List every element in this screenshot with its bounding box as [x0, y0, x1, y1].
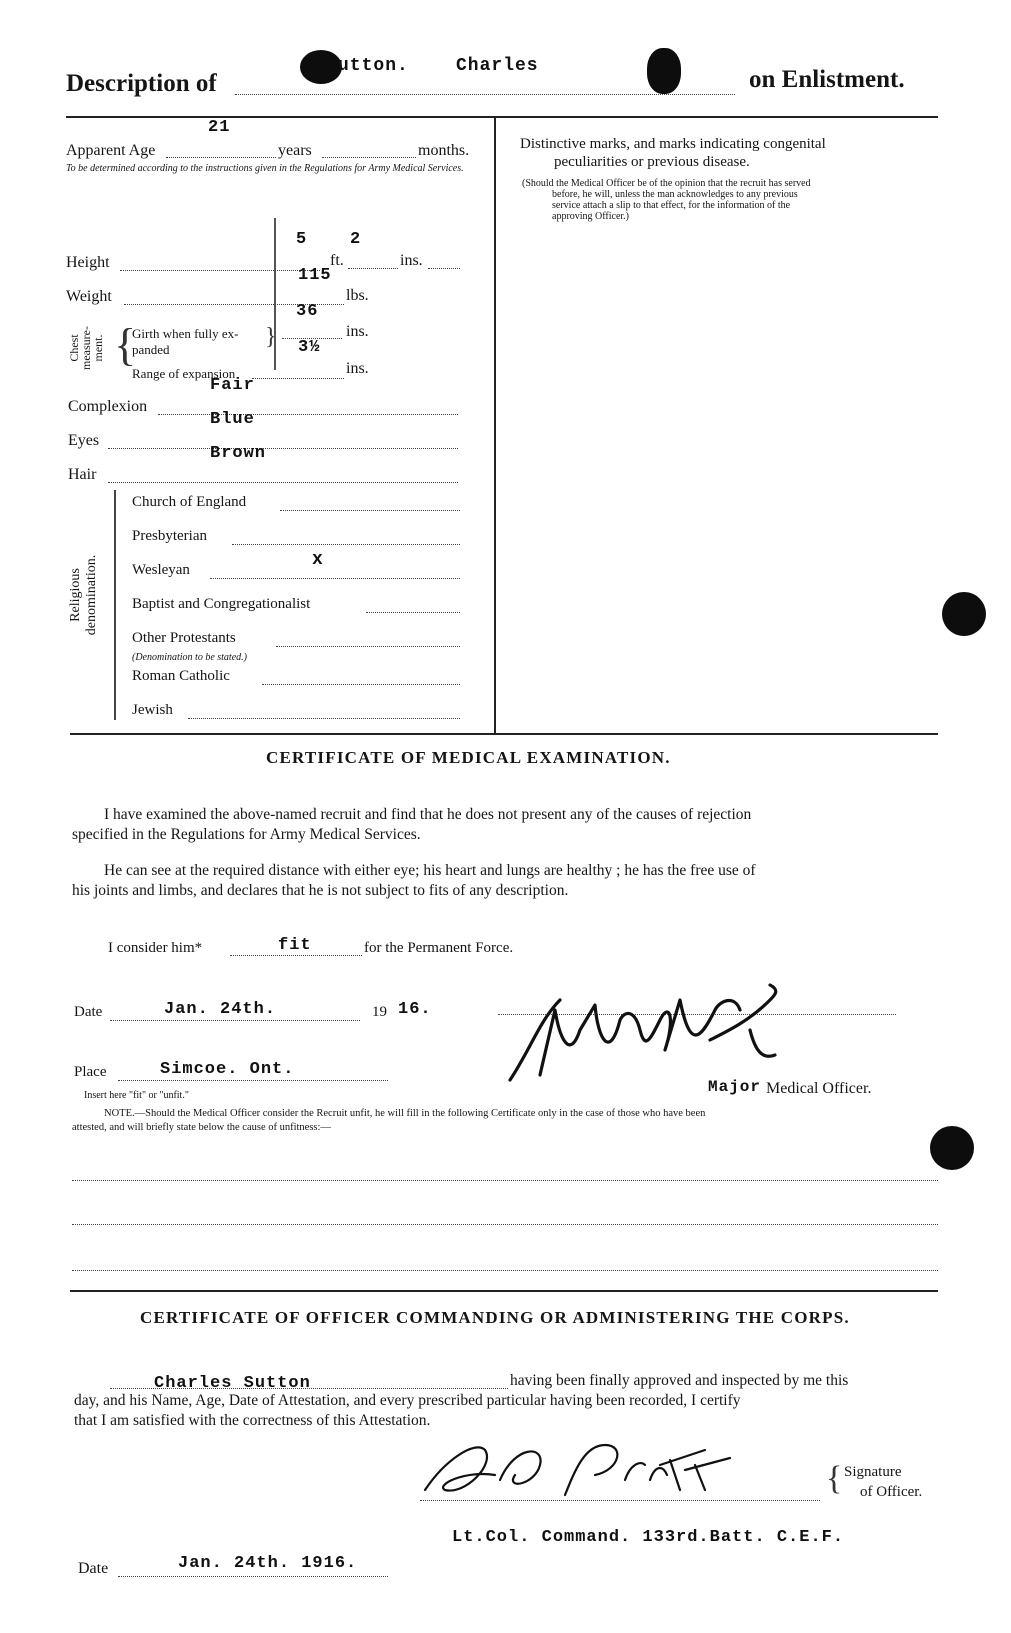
religion-bracket [114, 490, 116, 720]
year-value: 16. [398, 1000, 432, 1019]
recruit-name-value: Charles Sutton [154, 1374, 311, 1393]
distinctive-heading-2: peculiarities or previous disease. [554, 154, 750, 170]
date-label: Date [74, 1004, 103, 1020]
weight-label: Weight [66, 288, 112, 305]
religion-dots [188, 718, 460, 719]
height-dots [120, 270, 320, 271]
surname-value: utton. [338, 56, 409, 76]
title-rule [235, 94, 735, 95]
girth-value: 36 [296, 302, 319, 321]
distinctive-note-2: before, he will, unless the man acknowledges to any previous [552, 189, 798, 200]
distinctive-note-4: approving Officer.) [552, 211, 630, 222]
religion-item-other-protestants: Other Protestants [132, 630, 236, 646]
medical-heading: CERTIFICATE OF MEDICAL EXAMINATION. [266, 748, 671, 767]
medical-para1-line1: I have examined the above-named recruit and find that he does not present any of the causes of rejection [104, 806, 752, 823]
redaction-blot [300, 50, 342, 84]
religion-item-church-of-england: Church of England [132, 494, 247, 510]
religion-item-presbyterian: Presbyterian [132, 528, 207, 544]
religion-dots [280, 510, 460, 511]
chest-brace: { [114, 319, 137, 370]
redaction-blot [647, 48, 681, 94]
religion-dots [210, 578, 460, 579]
signature-dots [420, 1500, 820, 1501]
place-value: Simcoe. Ont. [160, 1060, 295, 1079]
range-label: Range of expansion [132, 366, 236, 381]
religion-dots [262, 684, 460, 685]
age-value: 21 [208, 118, 231, 137]
height-ft-value: 5 [296, 230, 308, 249]
signature-label-2: of Officer. [860, 1484, 923, 1500]
signature-brace: { [826, 1460, 843, 1497]
ins-dots [428, 268, 460, 269]
range-value: 3½ [298, 338, 321, 357]
medical-para1-line2: specified in the Regulations for Army Medical Services. [72, 826, 421, 843]
eyes-value: Blue [210, 410, 255, 429]
months-label: months. [418, 142, 470, 159]
commanding-line-1: having been finally approved and inspected by me this [510, 1372, 849, 1389]
girth-label: Girth when fully ex- panded [132, 326, 239, 357]
girth-ins-label: ins. [346, 323, 369, 340]
commanding-officer-title: Lt.Col. Command. 133rd.Batt. C.E.F. [452, 1528, 845, 1547]
lbs-label: lbs. [346, 287, 369, 304]
ft-label: ft. [330, 252, 344, 269]
complexion-label: Complexion [68, 398, 148, 415]
age-dots [166, 157, 276, 158]
commanding-officer-signature [405, 1420, 745, 1510]
religion-item-jewish: Jewish [132, 702, 173, 718]
medical-para2-line1: He can see at the required distance with either eye; his heart and lungs are healthy ; he has the free use of [104, 862, 756, 879]
distinctive-note-1: (Should the Medical Officer be of the opinion that the recruit has served [522, 178, 811, 189]
years-label: years [278, 142, 312, 159]
note-line-1: NOTE.—Should the Medical Officer consider the Recruit unfit, he will fill in the following Certificate only in the case of those who have been [104, 1108, 706, 1119]
year-prefix: 19 [372, 1004, 387, 1020]
commanding-date-label: Date [78, 1560, 109, 1577]
height-ins-value: 2 [350, 230, 362, 249]
unfit-line-1 [72, 1180, 938, 1181]
column-divider [494, 118, 496, 733]
note-line-2: attested, and will briefly state below the cause of unfitness:— [72, 1122, 331, 1133]
religion-item-baptist: Baptist and Congregationalist [132, 596, 311, 612]
weight-value: 115 [298, 266, 332, 285]
punch-hole [942, 592, 986, 636]
medical-officer-label: Medical Officer. [766, 1080, 872, 1097]
age-label: Apparent Age [66, 142, 156, 159]
place-dots [118, 1080, 388, 1081]
section-rule [70, 733, 938, 735]
years-dots [322, 157, 416, 158]
eyes-label: Eyes [68, 432, 100, 449]
complexion-dots [158, 414, 458, 415]
ins-label: ins. [400, 252, 423, 269]
religion-dots [366, 612, 460, 613]
complexion-value: Fair [210, 376, 255, 395]
eyes-dots [108, 448, 458, 449]
given-name-value: Charles [456, 56, 539, 76]
girth-brace: } [265, 324, 277, 350]
chest-label: Chest measure- ment. [67, 326, 105, 370]
insert-note: Insert here "fit" or "unfit." [84, 1090, 189, 1101]
height-label: Height [66, 254, 110, 271]
date-value: Jan. 24th. [164, 1000, 277, 1019]
medical-para2-line2: his joints and limbs, and declares that he is not subject to fits of any description. [72, 882, 569, 899]
religion-dots [276, 646, 460, 647]
medical-officer-signature [500, 980, 820, 1090]
range-dots [252, 378, 344, 379]
unfit-line-3 [72, 1270, 938, 1271]
signature-label: Signature [844, 1464, 902, 1480]
religion-group-label: Religious denomination. [68, 554, 99, 636]
page-title-prefix: Description of [66, 70, 217, 97]
section-rule [70, 1290, 938, 1292]
consider-suffix: for the Permanent Force. [364, 940, 514, 956]
religion-item-wesleyan: Wesleyan [132, 562, 190, 578]
distinctive-heading: Distinctive marks, and marks indicating congenital [520, 136, 826, 152]
religion-item-roman-catholic: Roman Catholic [132, 668, 230, 684]
range-ins-label: ins. [346, 360, 369, 377]
denomination-note: (Denomination to be stated.) [132, 652, 247, 663]
commanding-heading: CERTIFICATE OF OFFICER COMMANDING OR ADMINISTERING THE CORPS. [140, 1308, 850, 1327]
officer-rank: Major [708, 1078, 762, 1096]
religion-selected-mark: x [312, 550, 324, 570]
commanding-date-value: Jan. 24th. 1916. [178, 1554, 358, 1573]
commanding-date-dots [118, 1576, 388, 1577]
ft-dots [348, 268, 398, 269]
place-label: Place [74, 1064, 107, 1080]
page-title-suffix: on Enlistment. [749, 66, 905, 93]
consider-value: fit [278, 936, 312, 955]
punch-hole [930, 1126, 974, 1170]
unfit-line-2 [72, 1224, 938, 1225]
consider-prefix: I consider him* [108, 940, 203, 956]
date-dots [110, 1020, 360, 1021]
consider-dots [230, 955, 362, 956]
hair-dots [108, 482, 458, 483]
top-rule [66, 116, 938, 118]
hair-value: Brown [210, 444, 267, 463]
hair-label: Hair [68, 466, 97, 483]
commanding-line-3: that I am satisfied with the correctness of this Attestation. [74, 1412, 431, 1429]
religion-dots [232, 544, 460, 545]
commanding-line-2: day, and his Name, Age, Date of Attestation, and every prescribed particular having been recorded, I certify [74, 1392, 741, 1409]
age-note: To be determined according to the instructions given in the Regulations for Army Medical Services. [66, 163, 464, 174]
distinctive-note-3: service attach a slip to that effect, for the information of the [552, 200, 791, 211]
